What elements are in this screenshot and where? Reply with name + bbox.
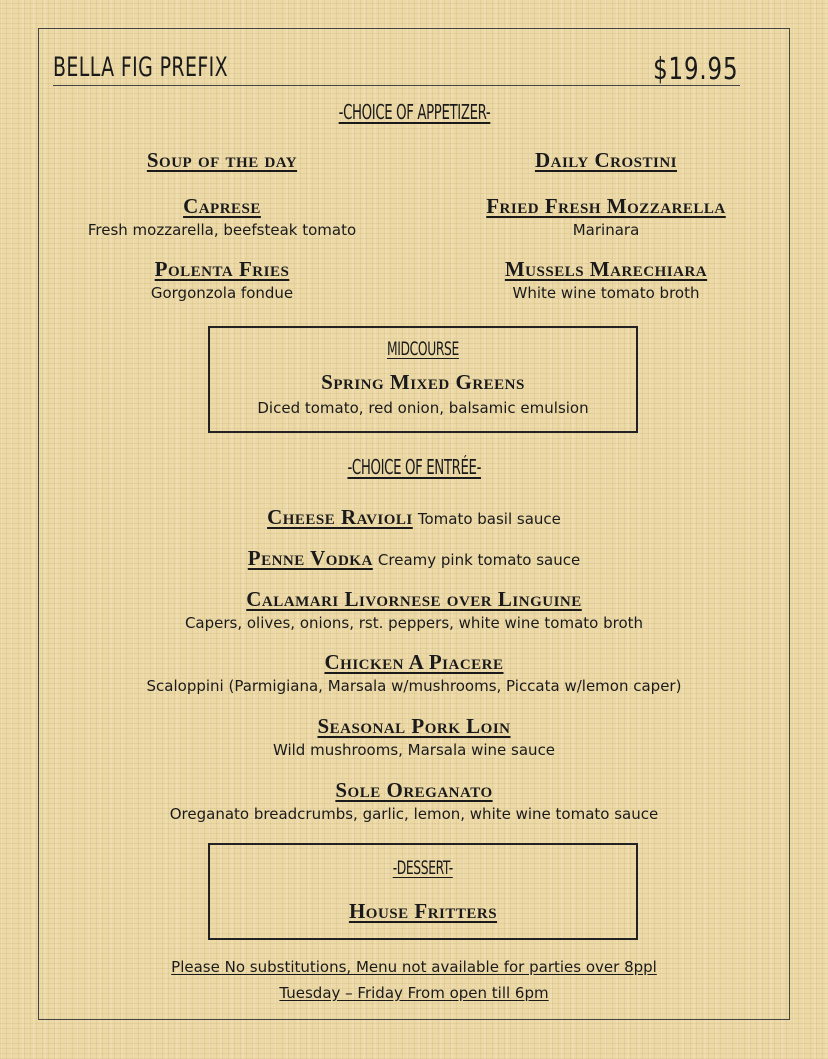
dish-name: Cheese Ravioli	[267, 505, 413, 529]
dish-name: Penne Vodka	[247, 546, 373, 570]
dish-description: Tomato basil sauce	[417, 510, 561, 528]
dish-name: Polenta Fries	[154, 257, 290, 281]
entree-item	[0, 546, 828, 571]
appetizer-item	[406, 148, 806, 173]
dish-description: Gorgonzola fondue	[150, 284, 294, 302]
entree-item	[0, 714, 828, 759]
dish-name: Fried Fresh Mozzarella	[486, 194, 726, 218]
dish-description: Fresh mozzarella, beefsteak tomato	[87, 221, 357, 239]
dish-name: Soup of the day	[146, 148, 298, 172]
dish-description: Creamy pink tomato sauce	[377, 551, 581, 569]
entree-item	[0, 650, 828, 695]
dish-description: Capers, olives, onions, rst. peppers, white wine tomato broth	[184, 614, 644, 632]
header-rule	[53, 85, 740, 86]
appetizer-item	[406, 257, 806, 302]
appetizer-item	[406, 194, 806, 239]
entree-item	[0, 778, 828, 823]
entree-item	[0, 505, 828, 530]
dish-description: Wild mushrooms, Marsala wine sauce	[272, 741, 556, 759]
footer-note-hours: Tuesday – Friday From open till 6pm	[279, 984, 549, 1002]
menu-price: $19.95	[652, 52, 738, 87]
appetizer-item	[22, 194, 422, 239]
entree-item	[0, 587, 828, 632]
dish-name: Chicken A Piacere	[324, 650, 504, 674]
dish-description: White wine tomato broth	[512, 284, 700, 302]
dessert-box	[208, 843, 638, 940]
dessert-heading: -DESSERT-	[392, 857, 454, 879]
footer-note-substitutions: Please No substitutions, Menu not available for parties over 8ppl	[171, 958, 657, 976]
dish-name: Seasonal Pork Loin	[317, 714, 511, 738]
menu-title: BELLA FIG PREFIX	[53, 52, 228, 83]
dish-name: House Fritters	[348, 899, 498, 923]
entree-heading: -CHOICE OF ENTRÉE-	[347, 455, 481, 479]
dish-description: Diced tomato, red onion, balsamic emulsion	[257, 399, 589, 417]
dish-description: Marinara	[572, 221, 640, 239]
appetizer-heading: -CHOICE OF APPETIZER-	[338, 100, 490, 124]
dish-name: Mussels Marechiara	[504, 257, 708, 281]
dish-name: Calamari Livornese over Linguine	[246, 587, 582, 611]
midcourse-heading: MIDCOURSE	[387, 338, 459, 360]
dish-name: Sole Oreganato	[335, 778, 493, 802]
dish-description: Oreganato breadcrumbs, garlic, lemon, white wine tomato sauce	[169, 805, 659, 823]
midcourse-box	[208, 326, 638, 433]
dish-name: Caprese	[183, 194, 261, 218]
dish-name: Spring Mixed Greens	[321, 370, 525, 394]
dish-description: Scaloppini (Parmigiana, Marsala w/mushrooms, Piccata w/lemon caper)	[146, 677, 682, 695]
dish-name: Daily Crostini	[534, 148, 678, 172]
appetizer-item	[22, 148, 422, 173]
appetizer-item	[22, 257, 422, 302]
